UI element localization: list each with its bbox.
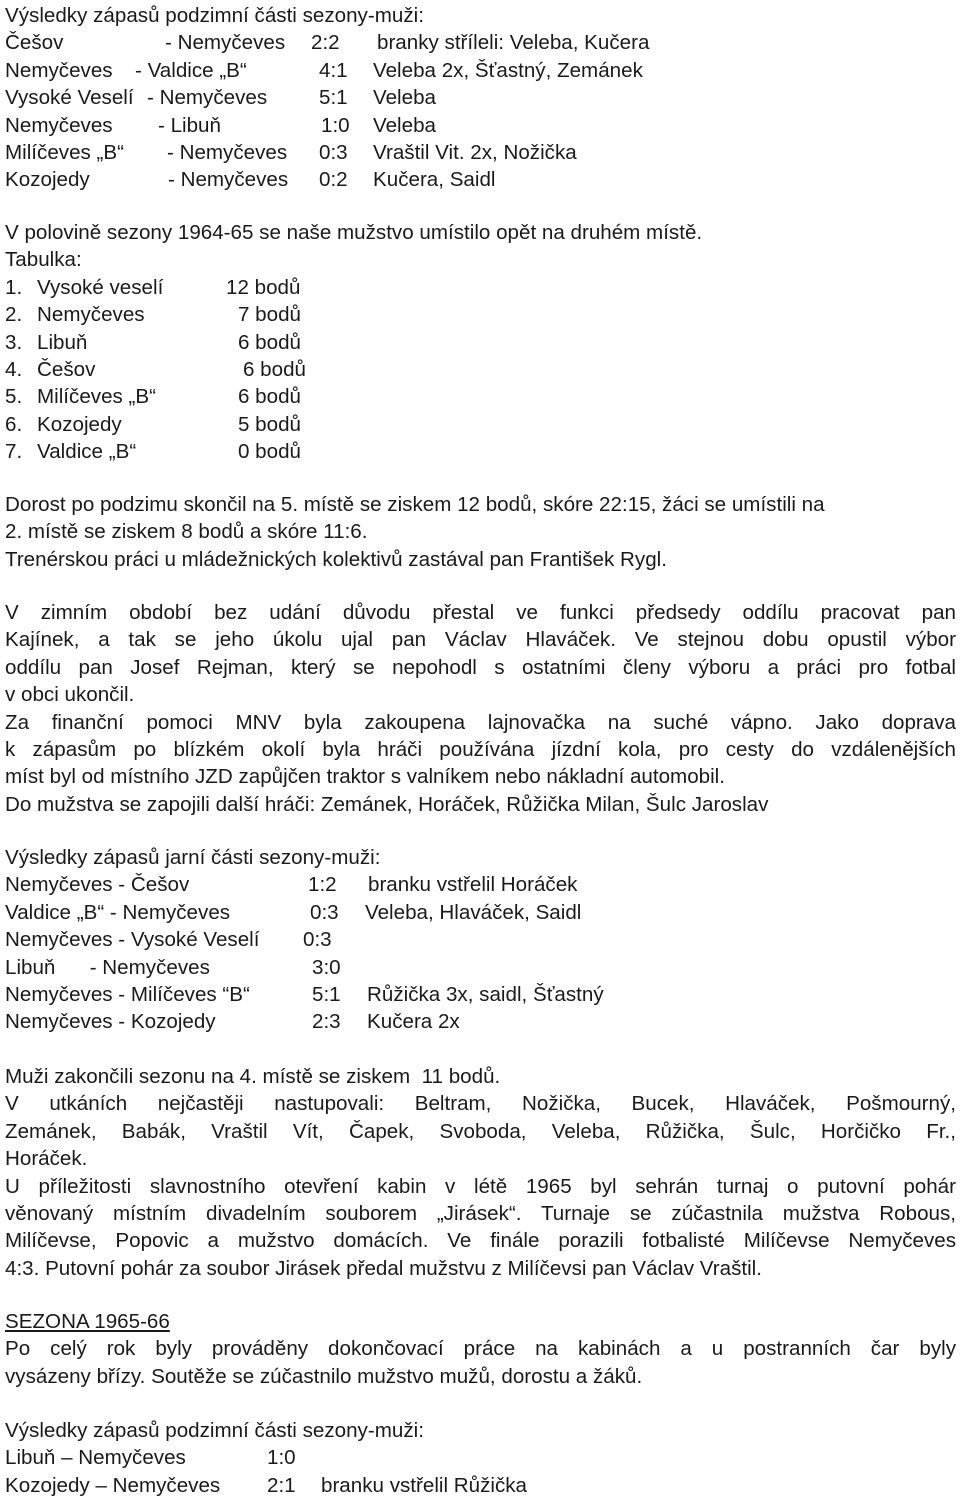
section-heading: Výsledky zápasů jarní části sezony-muži: — [5, 846, 381, 869]
match-opponent: - Valdice „B“ — [135, 58, 247, 82]
match-teams: Nemyčeves - Kozojedy — [5, 1010, 216, 1034]
match-teams: Libuň – Nemyčeves — [5, 1446, 186, 1470]
match-score: 2:3 — [312, 1010, 341, 1034]
match-row — [5, 871, 956, 898]
standings-points: 5 bodů — [238, 412, 301, 436]
match-score: 1:0 — [321, 113, 350, 137]
match-row — [5, 1472, 956, 1499]
match-score: 1:0 — [267, 1446, 296, 1470]
paragraph-line: Milíčevse, Popovic a mužstvo domácích. Ve finále porazili fotbalisté Milíčevse Nemyčeves — [5, 1229, 956, 1253]
match-row — [5, 166, 956, 193]
paragraph-line: V zimním období bez udání důvodu přestal ve funkci předsedy oddílu pracovat pan — [5, 601, 956, 624]
standings-row — [5, 356, 956, 383]
standings-rank: 1. — [5, 275, 23, 299]
paragraph-line: Muži zakončili sezonu na 4. místě se ziskem 11 bodů. — [5, 1065, 501, 1088]
match-score: 5:1 — [312, 982, 341, 1006]
standings-row — [5, 329, 956, 356]
match-score: 5:1 — [319, 86, 348, 110]
section-heading: Výsledky zápasů podzimní části sezony-muži: — [5, 4, 424, 27]
match-scorers: branku vstřelil Růžička — [321, 1473, 528, 1497]
match-team: Nemyčeves — [5, 58, 113, 82]
paragraph-line: Zemánek, Babák, Vraštil Vít, Čapek, Svoboda, Veleba, Růžička, Šulc, Horčičko Fr., — [5, 1119, 956, 1143]
match-scorers: Kučera 2x — [367, 1010, 460, 1034]
autumn-1965-section — [5, 1417, 956, 1499]
match-score: 0:3 — [319, 140, 348, 164]
match-opponent: - Libuň — [158, 113, 221, 137]
standings-team: Libuň — [37, 330, 88, 354]
paragraph-line: U příležitosti slavnostního otevření kabin v létě 1965 byl sehrán turnaj o putovní pohár — [5, 1174, 956, 1198]
standings-row — [5, 301, 956, 328]
standings-team: Valdice „B“ — [37, 440, 137, 464]
youth-text: Trenérskou práci u mládežnických kolektivů zastával pan František Rygl. — [5, 547, 667, 571]
standings-team: Češov — [37, 357, 96, 381]
winter-section — [5, 599, 956, 818]
standings-rank: 5. — [5, 385, 23, 409]
match-row — [5, 926, 956, 953]
match-team: Vysoké Veselí — [5, 86, 134, 110]
match-teams: Nemyčeves - Vysoké Veselí — [5, 928, 260, 952]
match-row — [5, 1008, 956, 1035]
paragraph-line: míst byl od místního JZD zapůjčen traktor s valníkem nebo nákladní automobil. — [5, 765, 725, 789]
standings-row — [5, 274, 956, 301]
standings-points: 0 bodů — [238, 440, 301, 464]
match-score: 0:2 — [319, 168, 348, 192]
spring-1965-section — [5, 844, 956, 1036]
match-scorers: Veleba — [373, 86, 436, 110]
autumn-summary — [5, 219, 956, 466]
paragraph-line: Za finanční pomoci MNV byla zakoupena lajnovačka na suché vápno. Jako doprava — [5, 710, 956, 734]
match-row — [5, 1444, 956, 1471]
match-opponent: - Nemyčeves — [165, 31, 286, 55]
match-score: 2:2 — [311, 31, 340, 55]
standings-rank: 3. — [5, 330, 23, 354]
section-heading: Výsledky zápasů podzimní části sezony-muži: — [5, 1419, 424, 1442]
standings-points: 12 bodů — [226, 275, 301, 299]
match-score: 4:1 — [319, 58, 348, 82]
season-1965-66-section — [5, 1308, 956, 1390]
paragraph-line: věnovaný místním divadelním souborem „Jirásek“. Turnaje se zúčastnila mužstva Robous, — [5, 1202, 956, 1225]
paragraph-line: vysázeny břízy. Soutěže se zúčastnilo mužstvo mužů, dorostu a žáků. — [5, 1364, 643, 1388]
match-row — [5, 57, 956, 84]
match-scorers: Kučera, Saidl — [373, 168, 496, 192]
youth-text: 2. místě se ziskem 8 bodů a skóre 11:6. — [5, 520, 368, 544]
youth-text: Dorost po podzimu skončil na 5. místě se ziskem 12 bodů, skóre 22:15, žáci se umístili na — [5, 493, 825, 516]
match-teams: Kozojedy – Nemyčeves — [5, 1473, 221, 1497]
match-team: Češov — [5, 31, 64, 55]
match-teams: Valdice „B“ - Nemyčeves — [5, 900, 231, 924]
paragraph-line: V utkáních nejčastěji nastupovali: Beltram, Nožička, Bucek, Hlaváček, Pošmourný, — [5, 1092, 956, 1116]
standings-points: 6 bodů — [243, 357, 306, 381]
paragraph-line: Kajínek, a tak se jeho úkolu ujal pan Václav Hlaváček. Ve stejnou dobu opustil výbor — [5, 628, 956, 652]
match-team: Kozojedy — [5, 168, 90, 192]
paragraph-line: v obci ukončil. — [5, 683, 135, 707]
match-row — [5, 954, 956, 981]
match-score: 1:2 — [308, 873, 337, 897]
match-scorers: Veleba, Hlaváček, Saidl — [365, 900, 582, 924]
paragraph-line: oddílu pan Josef Rejman, který se nepohodl s ostatními členy výboru a práci pro fotbal — [5, 655, 956, 679]
autumn-1964-section — [5, 2, 956, 194]
standings-rank: 2. — [5, 303, 23, 327]
paragraph-line: Horáček. — [5, 1147, 88, 1171]
standings-row — [5, 411, 956, 438]
standings-points: 7 bodů — [238, 303, 301, 327]
match-teams: Libuň - Nemyčeves — [5, 955, 210, 979]
standings-points: 6 bodů — [238, 385, 301, 409]
standings-rank: 7. — [5, 440, 23, 464]
standings-rank: 4. — [5, 357, 23, 381]
table-label: Tabulka: — [5, 248, 82, 272]
standings-rank: 6. — [5, 412, 23, 436]
standings-team: Milíčeves „B“ — [37, 385, 156, 409]
standings-team: Nemyčeves — [37, 303, 145, 327]
standings-row — [5, 438, 956, 465]
match-score: 3:0 — [312, 955, 341, 979]
match-row — [5, 981, 956, 1008]
match-scorers: Růžička 3x, saidl, Šťastný — [367, 982, 604, 1006]
paragraph-line: k zápasům po blízkém okolí byla hráči používána jízdní kola, pro cesty do vzdálenějších — [5, 738, 956, 762]
match-row — [5, 112, 956, 139]
match-scorers: Veleba 2x, Šťastný, Zemánek — [373, 58, 643, 82]
summary-text: V polovině sezony 1964-65 se naše mužstvo umístilo opět na druhém místě. — [5, 221, 703, 244]
match-score: 2:1 — [267, 1473, 296, 1497]
youth-section — [5, 491, 956, 573]
standings-team: Vysoké veselí — [37, 275, 164, 299]
match-scorers: Vraštil Vit. 2x, Nožička — [373, 140, 577, 164]
standings-row — [5, 383, 956, 410]
paragraph-line: Do mužstva se zapojili další hráči: Zemánek, Horáček, Růžička Milan, Šulc Jaroslav — [5, 792, 769, 816]
match-row — [5, 899, 956, 926]
match-teams: Nemyčeves - Češov — [5, 873, 190, 897]
paragraph-line: 4:3. Putovní pohár za soubor Jirásek předal mužstvu z Milíčevsi pan Václav Vraštil. — [5, 1256, 762, 1280]
match-score: 0:3 — [303, 928, 332, 952]
season-end-section — [5, 1063, 956, 1282]
match-score: 0:3 — [310, 900, 339, 924]
match-scorers: Veleba — [373, 113, 436, 137]
paragraph-line: Po celý rok byly prováděny dokončovací práce na kabinách a u postranních čar byly — [5, 1337, 956, 1361]
match-scorers: branky stříleli: Veleba, Kučera — [377, 31, 650, 55]
match-opponent: - Nemyčeves — [167, 140, 288, 164]
standings-team: Kozojedy — [37, 412, 122, 436]
match-team: Nemyčeves — [5, 113, 113, 137]
match-opponent: - Nemyčeves — [147, 86, 268, 110]
standings-points: 6 bodů — [238, 330, 301, 354]
match-scorers: branku vstřelil Horáček — [368, 873, 578, 897]
match-opponent: - Nemyčeves — [168, 168, 289, 192]
match-team: Milíčeves „B“ — [5, 140, 124, 164]
season-title: SEZONA 1965-66 — [5, 1310, 170, 1333]
match-teams: Nemyčeves - Milíčeves “B“ — [5, 982, 250, 1006]
match-row — [5, 84, 956, 111]
match-row — [5, 139, 956, 166]
match-row — [5, 29, 956, 56]
